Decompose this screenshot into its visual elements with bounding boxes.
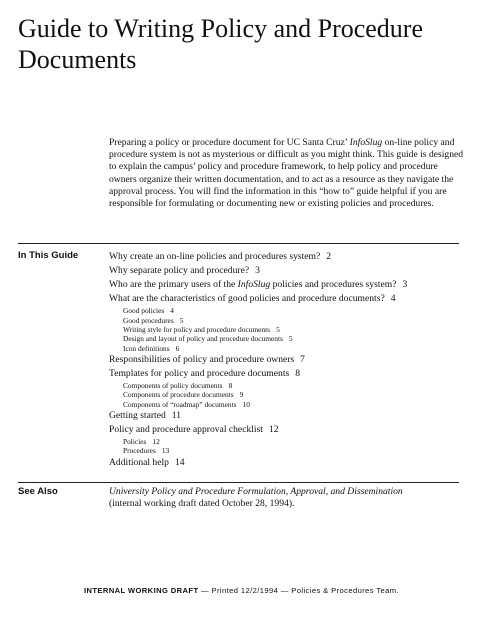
toc-subentry [109, 437, 459, 446]
toc-entry-text: policies and procedures system? [270, 279, 397, 291]
toc-entry-text: Policies [123, 437, 147, 447]
page-number: 3 [255, 265, 260, 277]
page-number: 4 [170, 306, 174, 316]
toc-entry-text: Responsibilities of policy and procedure owners [109, 353, 295, 365]
page-number: 12 [268, 424, 279, 436]
toc-entry-text: Additional help [109, 456, 169, 468]
section-divider [18, 243, 459, 244]
toc-entry-text: Policy and procedure approval checklist [109, 424, 263, 436]
toc-subentry [109, 446, 459, 455]
toc-entry-text: Why create an on-line policies and procedures system? [109, 251, 321, 262]
toc-entry [109, 409, 459, 423]
page-number: 5 [276, 324, 280, 334]
toc-entry [109, 292, 459, 306]
page-number: 2 [326, 251, 332, 262]
infoslug-name: InfoSlug [237, 279, 271, 291]
toc-entry [109, 250, 459, 264]
toc-entry-text: Components of policy documents [123, 381, 223, 391]
toc-entry-text: Good procedures [123, 315, 174, 325]
infoslug-name: InfoSlug [349, 137, 383, 148]
toc-entry [109, 264, 459, 278]
page-number: 8 [228, 381, 233, 391]
page-footer [0, 586, 483, 595]
see-also-reference: University Policy and Procedure Formulation, Approval, and Dissemination [109, 486, 403, 497]
page-title: Guide to Writing Policy and Procedure Documents [18, 14, 424, 74]
toc-entry-text: Writing style for policy and procedure documents [123, 324, 271, 334]
intro-text-start: Preparing a policy or procedure document for UC Santa Cruz’ [109, 137, 350, 148]
toc-entry [109, 456, 459, 470]
section-divider [18, 482, 459, 483]
table-of-contents [109, 250, 459, 470]
intro-paragraph [109, 137, 465, 210]
toc-entry-text: Icon definitions [123, 343, 170, 353]
toc-entry-text: Procedures [123, 446, 156, 456]
intro-text-rest: on-line policy and procedure system is not as mysterious or difficult as you might think. This guide is designed to explain the campus’ policy and procedure framework, to help policy and procedure owners organize their written documentation, and to act as a resource as they navigate the approval process. You will find the information in this “how to” guide helpful if you are responsible for formulating or documenting new or existing policies and procedures. [109, 137, 464, 210]
toc-subentry [109, 400, 459, 409]
toc-entry [109, 423, 459, 437]
toc-subentry [109, 316, 459, 325]
page-number: 10 [242, 399, 250, 409]
toc-entry-text: Components of procedure documents [123, 390, 234, 400]
page-number: 6 [175, 343, 180, 353]
see-also-note: (internal working draft dated October 28, 1994). [109, 498, 295, 509]
toc-entry-text: Good policies [123, 306, 165, 316]
page-number: 4 [390, 293, 396, 305]
page-number: 9 [239, 390, 244, 400]
page-number: 11 [171, 409, 181, 421]
footer-status: INTERNAL WORKING DRAFT [83, 586, 199, 595]
toc-subentry [109, 325, 459, 334]
see-also-label: See Also [18, 486, 58, 497]
toc-entry-text: Why separate policy and procedure? [109, 265, 250, 277]
toc-entry-text: Who are the primary users of the [109, 279, 238, 291]
footer-details: — Printed 12/2/1994 — Policies & Procedures Team. [198, 586, 400, 595]
toc-entry [109, 278, 459, 292]
page-number: 8 [295, 367, 301, 379]
page-number: 3 [402, 279, 408, 291]
toc-subentry [109, 344, 459, 353]
page-number: 5 [179, 315, 184, 325]
toc-entry-text: Getting started [109, 409, 166, 421]
toc-subentry [109, 381, 459, 390]
toc-entry-text: Components of “roadmap” documents [123, 399, 237, 409]
page-number: 14 [174, 456, 185, 468]
toc-entry-text: Design and layout of policy and procedure documents [123, 334, 283, 344]
toc-entry [109, 353, 459, 367]
in-this-guide-label: In This Guide [18, 250, 79, 261]
page-number: 13 [161, 446, 170, 456]
toc-entry-text: Templates for policy and procedure documents [109, 367, 290, 379]
toc-subentry [109, 334, 459, 343]
page-number: 12 [152, 437, 160, 447]
page-number: 5 [288, 334, 293, 344]
see-also-block [109, 486, 459, 510]
toc-subentry [109, 306, 459, 315]
page-number: 7 [300, 353, 305, 365]
toc-entry-text: What are the characteristics of good policies and procedure documents? [109, 293, 385, 305]
toc-entry [109, 367, 459, 381]
toc-subentry [109, 390, 459, 399]
